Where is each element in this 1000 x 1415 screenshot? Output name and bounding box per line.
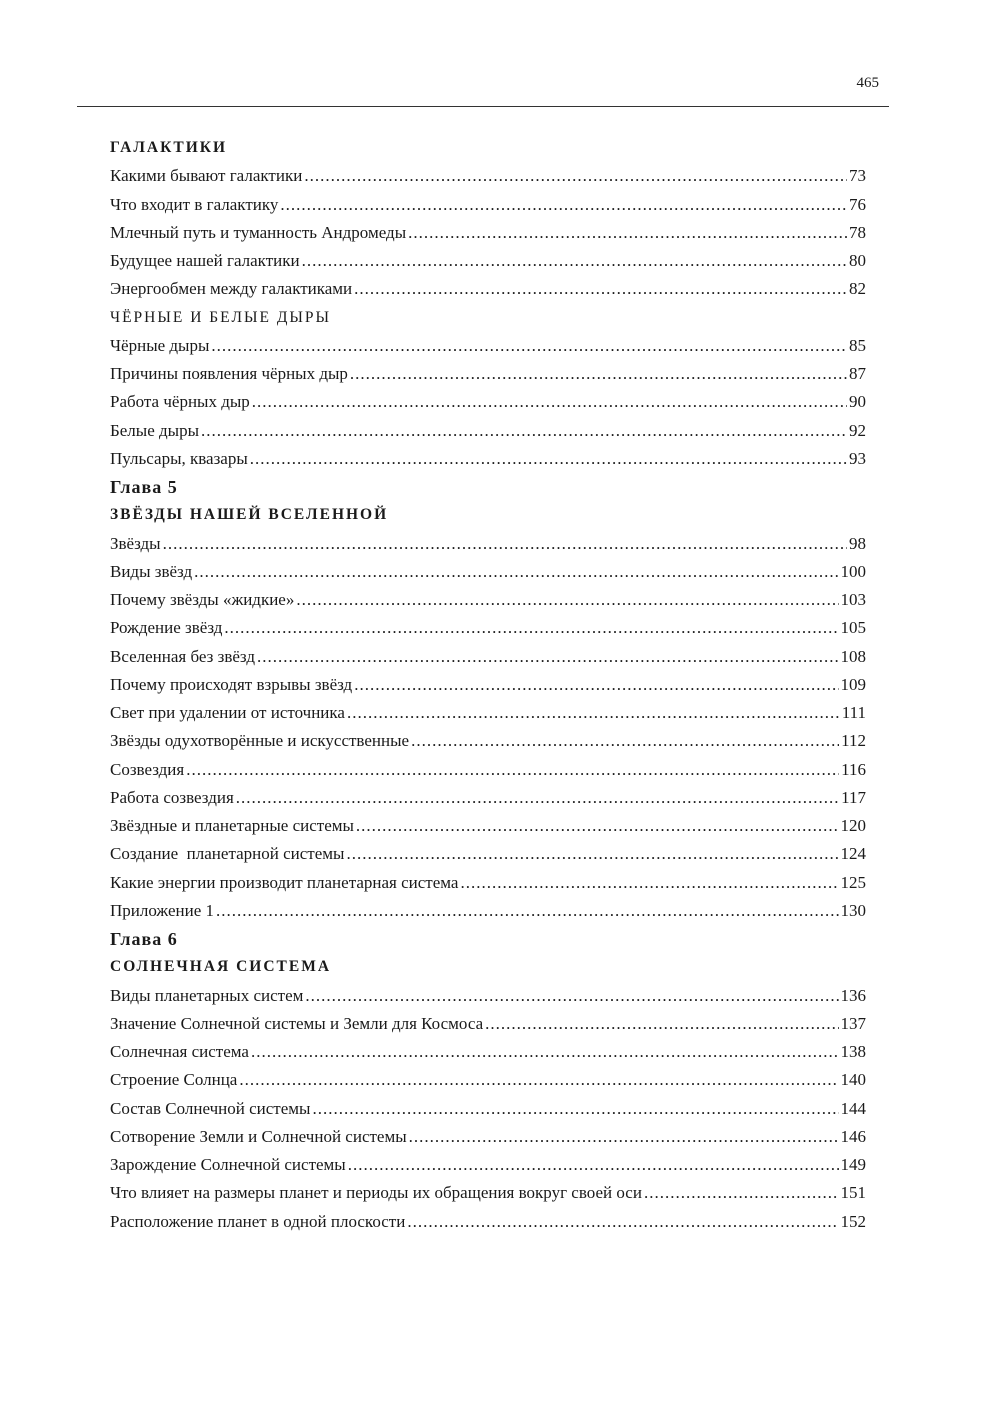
toc-entry[interactable] (110, 614, 866, 642)
toc-entry-title: Звёздные и планетарные системы (110, 816, 354, 836)
toc-entry-title: Виды звёзд (110, 561, 193, 581)
toc-entry-title: Энергообмен между галактиками (110, 279, 353, 299)
dot-leader (224, 618, 838, 638)
toc-entry-page: 73 (849, 166, 866, 186)
toc-entry-page: 116 (841, 759, 866, 779)
dot-leader (302, 251, 847, 271)
dot-leader (216, 901, 839, 921)
toc-entry[interactable] (110, 1151, 866, 1179)
toc-entry-title: Состав Солнечной системы (110, 1098, 311, 1118)
dot-leader (304, 166, 847, 186)
dot-leader (236, 788, 839, 808)
toc-entry-title: Причины появления чёрных дыр (110, 364, 348, 384)
toc-entry-title: Создание планетарной системы (110, 844, 345, 864)
toc-entry[interactable] (110, 897, 866, 925)
toc-entry-title: Звёзды одухотворённые и искусственные (110, 731, 410, 751)
toc-entry-page: 85 (849, 335, 866, 355)
dot-leader (350, 364, 847, 384)
toc-entry-title: Зарождение Солнечной системы (110, 1155, 346, 1175)
dot-leader (211, 336, 847, 356)
toc-entry[interactable] (110, 332, 866, 360)
dot-leader (186, 760, 839, 780)
toc-entry-page: 82 (849, 279, 866, 299)
toc-entry[interactable] (110, 586, 866, 614)
toc-entry-page: 124 (840, 844, 866, 864)
toc-entry-title: Рождение звёзд (110, 618, 223, 638)
toc-entry-page: 76 (849, 194, 866, 214)
toc-entry-title: Сотворение Земли и Солнечной системы (110, 1126, 407, 1146)
toc-entry-title: Звёзды (110, 533, 161, 553)
dot-leader (644, 1183, 839, 1203)
toc-entry-title: Работа созвездия (110, 787, 234, 807)
toc-entry[interactable] (110, 162, 866, 190)
toc-entry[interactable] (110, 219, 866, 247)
toc-entry-page: 140 (840, 1070, 866, 1090)
dot-leader (305, 986, 838, 1006)
toc-entry[interactable] (110, 558, 866, 586)
dot-leader (354, 279, 847, 299)
toc-entry-title: Приложение 1 (110, 900, 214, 920)
toc-entry-title: Солнечная система (110, 1042, 249, 1062)
toc-entry-title: Работа чёрных дыр (110, 392, 250, 412)
toc-entry-page: 136 (840, 985, 866, 1005)
chapter-heading: Глава 5 (110, 476, 178, 497)
toc-entry[interactable] (110, 191, 866, 219)
toc-entry-page: 125 (840, 872, 866, 892)
toc-entry-title: Свет при удалении от источника (110, 703, 345, 723)
toc-entry-page: 149 (840, 1155, 866, 1175)
dot-leader (346, 844, 838, 864)
toc-entry-page: 146 (840, 1126, 866, 1146)
toc-entry[interactable] (110, 1066, 866, 1094)
toc-entry-title: Значение Солнечной системы и Земли для Космоса (110, 1013, 484, 1033)
toc-entry-title: Виды планетарных систем (110, 985, 304, 1005)
toc-entry-title: Почему происходят взрывы звёзд (110, 674, 353, 694)
toc-entry-title: Строение Солнца (110, 1070, 238, 1090)
toc-entry-title: Млечный путь и туманность Андромеды (110, 222, 407, 242)
toc-entry-page: 151 (840, 1183, 866, 1203)
toc-entry-page: 100 (840, 561, 866, 581)
toc-entry-page: 137 (840, 1013, 866, 1033)
toc-entry-page: 98 (849, 533, 866, 553)
dot-leader (485, 1014, 838, 1034)
header-rule (77, 106, 889, 107)
dot-leader (348, 1155, 839, 1175)
dot-leader (312, 1099, 838, 1119)
dot-leader (250, 449, 847, 469)
dot-leader (163, 534, 847, 554)
dot-leader (296, 590, 838, 610)
table-of-contents (110, 134, 866, 1236)
toc-entry-page: 105 (840, 618, 866, 638)
toc-entry[interactable] (110, 1095, 866, 1123)
section-heading: ЗВЁЗДЫ НАШЕЙ ВСЕЛЕННОЙ (110, 506, 389, 524)
toc-entry[interactable] (110, 982, 866, 1010)
dot-leader (347, 703, 840, 723)
toc-entry-title: Какими бывают галактики (110, 166, 303, 186)
section-heading: ГАЛАКТИКИ (110, 139, 228, 157)
chapter-heading: Глава 6 (110, 928, 178, 949)
toc-entry-page: 87 (849, 364, 866, 384)
toc-entry[interactable] (110, 840, 866, 868)
toc-entry-page: 103 (840, 590, 866, 610)
toc-entry[interactable] (110, 812, 866, 840)
toc-entry-title: Вселенная без звёзд (110, 646, 255, 666)
toc-entry-page: 144 (840, 1098, 866, 1118)
toc-entry-page: 111 (841, 703, 866, 723)
toc-entry-page: 117 (841, 787, 866, 807)
toc-entry[interactable] (110, 417, 866, 445)
toc-entry-page: 93 (849, 448, 866, 468)
toc-entry-title: Белые дыры (110, 420, 200, 440)
toc-entry-page: 112 (841, 731, 866, 751)
toc-entry-title: Расположение планет в одной плоскости (110, 1211, 406, 1231)
toc-entry-title: Созвездия (110, 759, 185, 779)
toc-entry[interactable] (110, 1123, 866, 1151)
dot-leader (194, 562, 838, 582)
toc-entry-page: 90 (849, 392, 866, 412)
dot-leader (408, 223, 847, 243)
dot-leader (354, 675, 838, 695)
dot-leader (280, 195, 847, 215)
toc-entry[interactable] (110, 869, 866, 897)
page-number: 465 (856, 75, 879, 91)
toc-entry-title: Будущее нашей галактики (110, 251, 300, 271)
toc-entry[interactable] (110, 1010, 866, 1038)
toc-entry[interactable] (110, 530, 866, 558)
toc-entry[interactable] (110, 699, 866, 727)
toc-entry-title: Какие энергии производит планетарная система (110, 872, 459, 892)
toc-entry[interactable] (110, 727, 866, 755)
toc-entry-title: Что влияет на размеры планет и периоды их обращения вокруг своей оси (110, 1183, 642, 1203)
toc-entry[interactable] (110, 360, 866, 388)
dot-leader (257, 647, 839, 667)
toc-entry[interactable] (110, 643, 866, 671)
toc-entry-title: Почему звёзды «жидкие» (110, 590, 295, 610)
dot-leader (409, 1127, 839, 1147)
toc-entry-title: Пульсары, квазары (110, 448, 248, 468)
section-heading: ЧЁРНЫЕ И БЕЛЫЕ ДЫРЫ (110, 308, 332, 326)
toc-entry-page: 108 (840, 646, 866, 666)
toc-entry-page: 109 (840, 674, 866, 694)
toc-entry-page: 120 (840, 816, 866, 836)
toc-entry-page: 152 (840, 1211, 866, 1231)
toc-entry-page: 80 (849, 251, 866, 271)
toc-entry[interactable] (110, 1179, 866, 1207)
toc-entry[interactable] (110, 388, 866, 416)
dot-leader (252, 392, 847, 412)
toc-entry-page: 78 (849, 222, 866, 242)
dot-leader (239, 1070, 838, 1090)
toc-entry[interactable] (110, 671, 866, 699)
toc-entry[interactable] (110, 1208, 866, 1236)
toc-entry-page: 92 (849, 420, 866, 440)
dot-leader (201, 421, 847, 441)
toc-entry-title: Чёрные дыры (110, 335, 210, 355)
toc-entry[interactable] (110, 1038, 866, 1066)
dot-leader (407, 1212, 838, 1232)
toc-entry[interactable] (110, 756, 866, 784)
toc-entry[interactable] (110, 445, 866, 473)
dot-leader (460, 873, 838, 893)
toc-entry[interactable] (110, 275, 866, 303)
dot-leader (356, 816, 839, 836)
toc-entry-page: 130 (840, 900, 866, 920)
dot-leader (251, 1042, 839, 1062)
toc-entry[interactable] (110, 247, 866, 275)
toc-entry-page: 138 (840, 1042, 866, 1062)
toc-entry-title: Что входит в галактику (110, 194, 279, 214)
dot-leader (411, 731, 839, 751)
section-heading: СОЛНЕЧНАЯ СИСТЕМА (110, 958, 332, 976)
toc-entry[interactable] (110, 784, 866, 812)
